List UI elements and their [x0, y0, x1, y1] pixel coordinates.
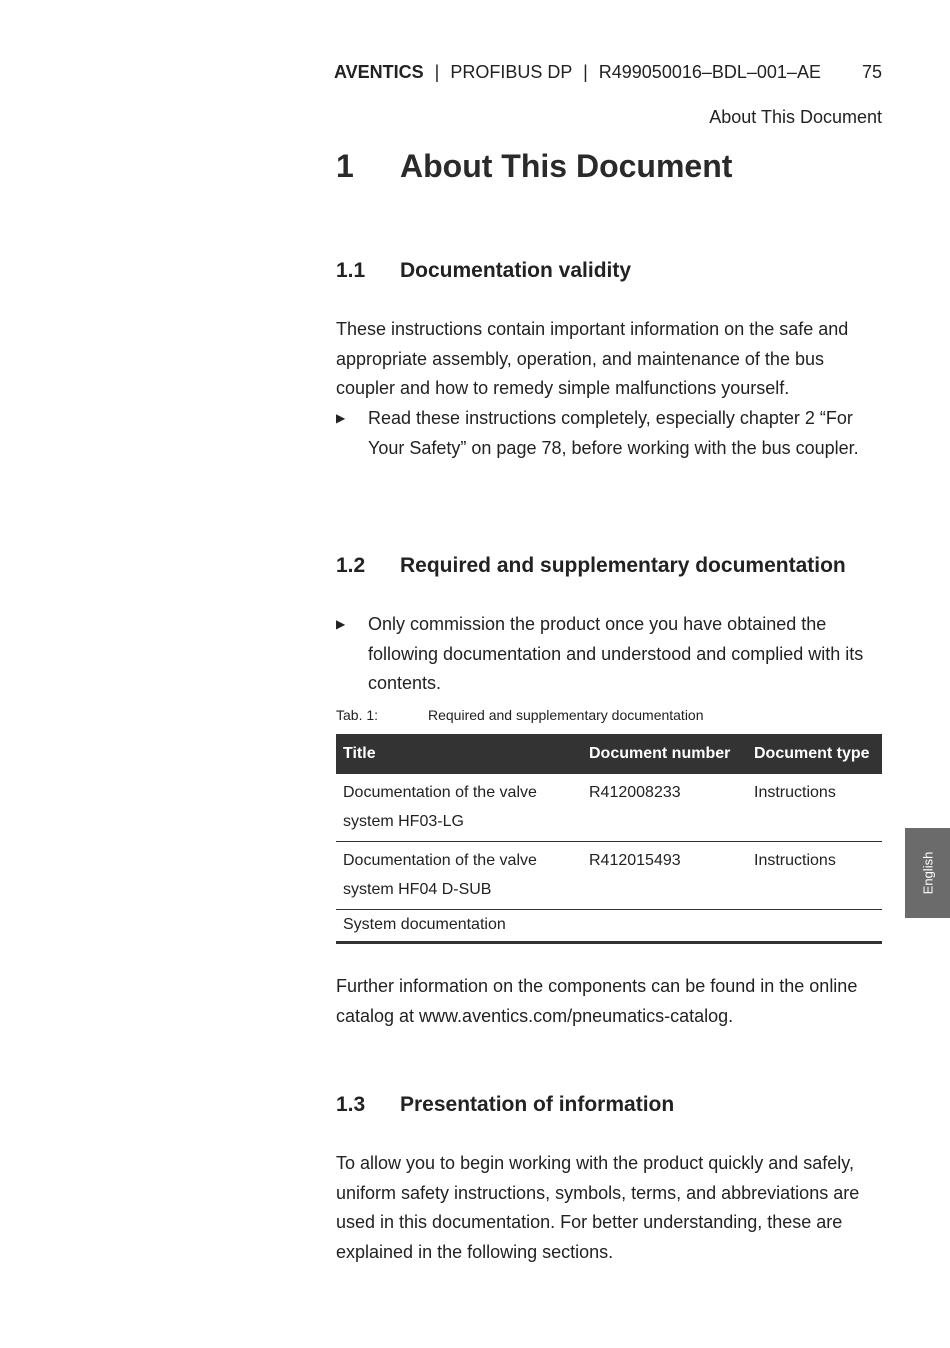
section-number: 1.3 [336, 1093, 366, 1116]
language-label: English [920, 851, 935, 895]
product-name: PROFIBUS DP [450, 62, 573, 82]
column-header-document-number: Document number [582, 734, 747, 774]
instruction-bullet [336, 610, 882, 699]
language-side-tab [905, 828, 950, 918]
further-info-paragraph: Further information on the components can be found in the online catalog at www.aventics.com/pneumatics-catalog. [336, 976, 858, 1026]
validity-paragraph: These instructions contain important information on the safe and appropriate assembly, operation, and maintenance of the bus coupler and how to remedy simple malfunctions yourself. [336, 319, 849, 399]
section-number: 1.2 [336, 554, 366, 577]
running-header [334, 62, 882, 83]
section-heading-1-1 [336, 259, 631, 283]
table-caption-text: Required and supplementary documentation [428, 707, 704, 723]
table-row [336, 774, 882, 842]
bullet-text: Read these instructions completely, especially chapter 2 “For Your Safety” on page 78, before working with the bus coupler. [368, 408, 859, 458]
header-separator: | [434, 62, 440, 82]
column-header-document-type: Document type [747, 734, 882, 774]
document-id: R499050016–BDL–001–AE [598, 62, 821, 82]
section-heading-1-3 [336, 1093, 674, 1117]
header-separator: | [583, 62, 588, 82]
table-cell: Documentation of the valve system HF04 D-SUB [336, 842, 582, 910]
brand-name: AVENTICS [333, 62, 424, 82]
table-row [336, 910, 882, 943]
running-title: About This Document [709, 107, 882, 127]
chapter-title: About This Document [400, 148, 733, 184]
triangle-right-icon: ▶ [336, 411, 346, 425]
instruction-bullet [336, 404, 882, 463]
chapter-heading [336, 148, 732, 185]
table-cell: R412015493 [582, 842, 747, 910]
table-cell: Instructions [747, 774, 882, 842]
table-cell [582, 910, 747, 943]
table-cell: Instructions [747, 842, 882, 910]
section-title: Documentation validity [400, 259, 632, 282]
table-cell: System documentation [336, 910, 582, 943]
documentation-table [336, 734, 882, 944]
table-cell [747, 910, 882, 943]
table-caption [336, 707, 704, 723]
table-cell: Documentation of the valve system HF03-LG [336, 774, 582, 842]
table-cell: R412008233 [582, 774, 747, 842]
section-title: Presentation of information [400, 1093, 675, 1116]
table-row [336, 842, 882, 910]
section-number: 1.1 [336, 259, 366, 282]
presentation-paragraph: To allow you to begin working with the product quickly and safely, uniform safety instructions, symbols, terms, and abbreviations are used in this documentation. For better understanding, these are explained in the following sections. [336, 1153, 860, 1262]
triangle-right-icon: ▶ [336, 617, 346, 631]
column-header-title: Title [336, 734, 582, 774]
chapter-number: 1 [336, 148, 354, 184]
table-caption-label: Tab. 1: [336, 707, 379, 723]
page-number: 75 [861, 62, 882, 82]
section-heading-1-2 [336, 554, 846, 578]
bullet-text: Only commission the product once you have obtained the following documentation and understood and complied with its contents. [368, 614, 864, 694]
table-header-row [336, 734, 882, 774]
section-title: Required and supplementary documentation [400, 554, 846, 577]
